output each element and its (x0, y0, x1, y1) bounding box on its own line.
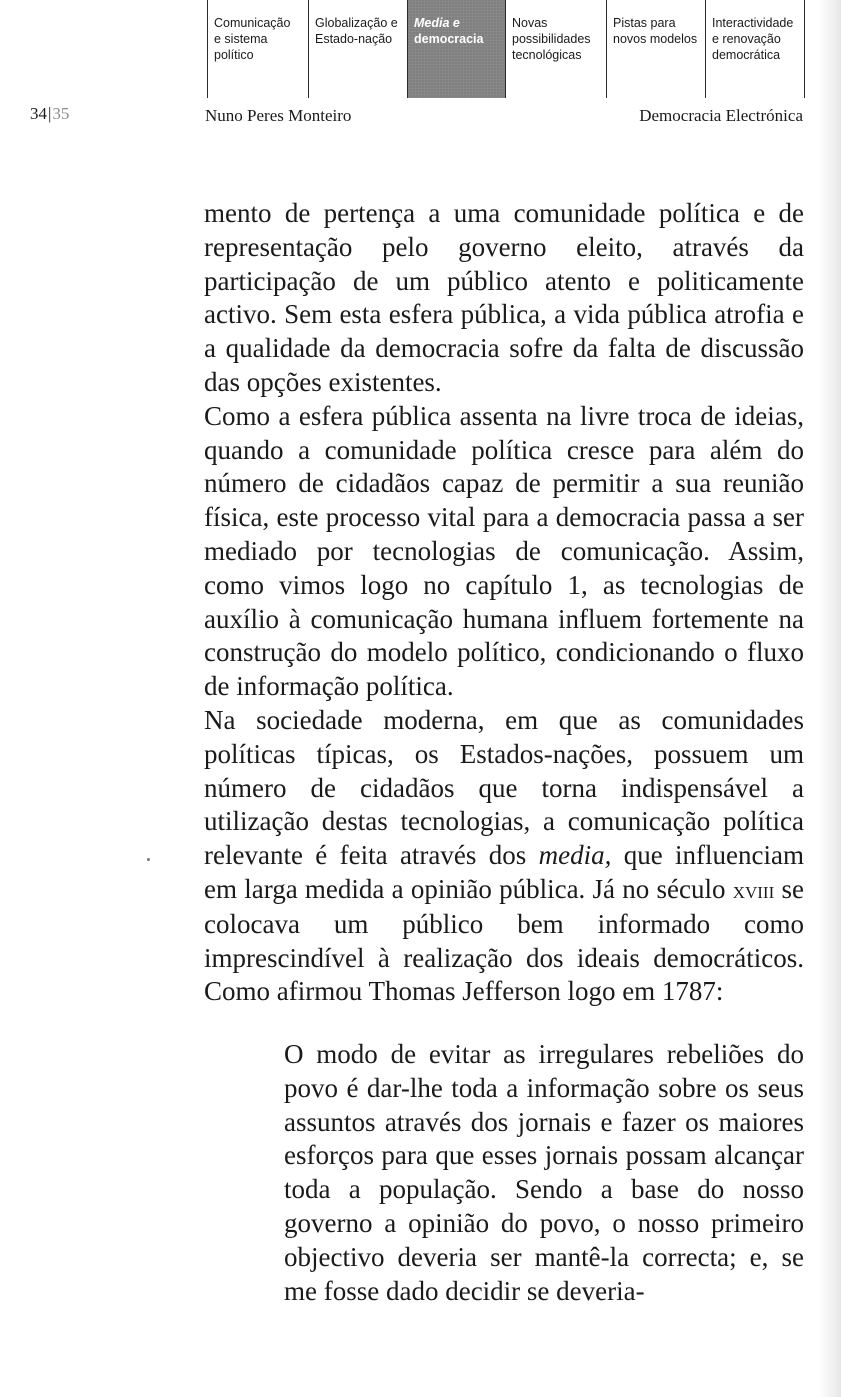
tab-line: democracia (414, 32, 484, 46)
tab-line: Interactividade (712, 16, 794, 30)
tab-globalizacao (308, 0, 407, 98)
tab-line: político (214, 48, 254, 62)
tab-interactividade (705, 0, 805, 98)
margin-mark (147, 858, 150, 861)
paragraph-2: Como a esfera pública assenta na livre troca de ideias, quando a comunidade política cresce para além do número de cidadãos capaz de permitir a sua reunião física, este processo vital para a democracia passa a ser mediado por tecnologias de comunicação. Assim, como vimos logo no capítulo 1, as tecnologias de auxílio à comunicação humana influem fortemente na construção do modelo político, condicionando o fluxo de informação política. (204, 400, 804, 702)
tab-novas-possibilidades (505, 0, 606, 98)
century-small-caps: xviii (732, 876, 775, 904)
paragraph-1: mento de pertença a uma comunidade política e de representação pelo governo eleito, através da participação de um público atento e politicamente activo. Sem esta esfera pública, a vida pública atrofia e a qualidade da democracia sofre da falta de discussão das opções existentes. (204, 198, 804, 397)
tab-line: e renovação (712, 32, 781, 46)
folio-separator: | (48, 104, 52, 123)
tab-line: possibilidades (512, 32, 591, 46)
tab-pistas (606, 0, 705, 98)
tab-line: Globalização e (315, 16, 398, 30)
tab-line: tecnológicas (512, 48, 582, 62)
tab-line: Estado-nação (315, 32, 393, 46)
paragraph-3-part-b: que influenciam em larga medida a opinião pública. Já no século (204, 840, 804, 904)
tab-line: Pistas para (613, 16, 676, 30)
tab-comunicacao (207, 0, 308, 98)
tab-line: Media e (414, 16, 460, 30)
tab-media-democracia (407, 0, 505, 98)
paragraph-3 (204, 704, 804, 1009)
running-head-author: Nuno Peres Monteiro (205, 106, 352, 125)
page-edge-shadow (819, 0, 841, 1397)
tab-line: novos modelos (613, 32, 698, 46)
paragraph-3-part-a: Na sociedade moderna, em que as comunidades políticas típicas, os Estados-nações, possuem um número de cidadãos que torna indispensável a utilização destas tecnologias, a comunicação política relevante é feita através dos (204, 704, 804, 871)
tab-line: democrática (712, 48, 781, 62)
paragraph-3-part-c: se colocava um público bem informado como imprescindível à realização dos ideais democráticos. Como afirmou Thomas Jefferson logo em 1787: (204, 873, 804, 1007)
block-quote (284, 1038, 804, 1308)
tab-line: Comunicação (214, 16, 291, 30)
running-head-book-title: Democracia Electrónica (639, 106, 803, 125)
tab-line: e sistema (214, 32, 268, 46)
body-text (204, 197, 804, 1009)
page-number-right: 35 (52, 104, 70, 123)
tab-line: Novas (512, 16, 548, 30)
page-number-left: 34 (30, 104, 47, 123)
media-italic: media, (538, 840, 612, 871)
quote-text: O modo de evitar as irregulares rebeliões do povo é dar-lhe toda a informação sobre os seus assuntos através dos jornais e fazer os maiores esforços para que esses jornais possam alcançar toda a população. Sendo a base do nosso governo a opinião do povo, o nosso primeiro objectivo deveria ser mantê-la correcta; e, se me fosse dado decidir se deveria- (284, 1039, 804, 1306)
page-numbers (30, 104, 69, 124)
